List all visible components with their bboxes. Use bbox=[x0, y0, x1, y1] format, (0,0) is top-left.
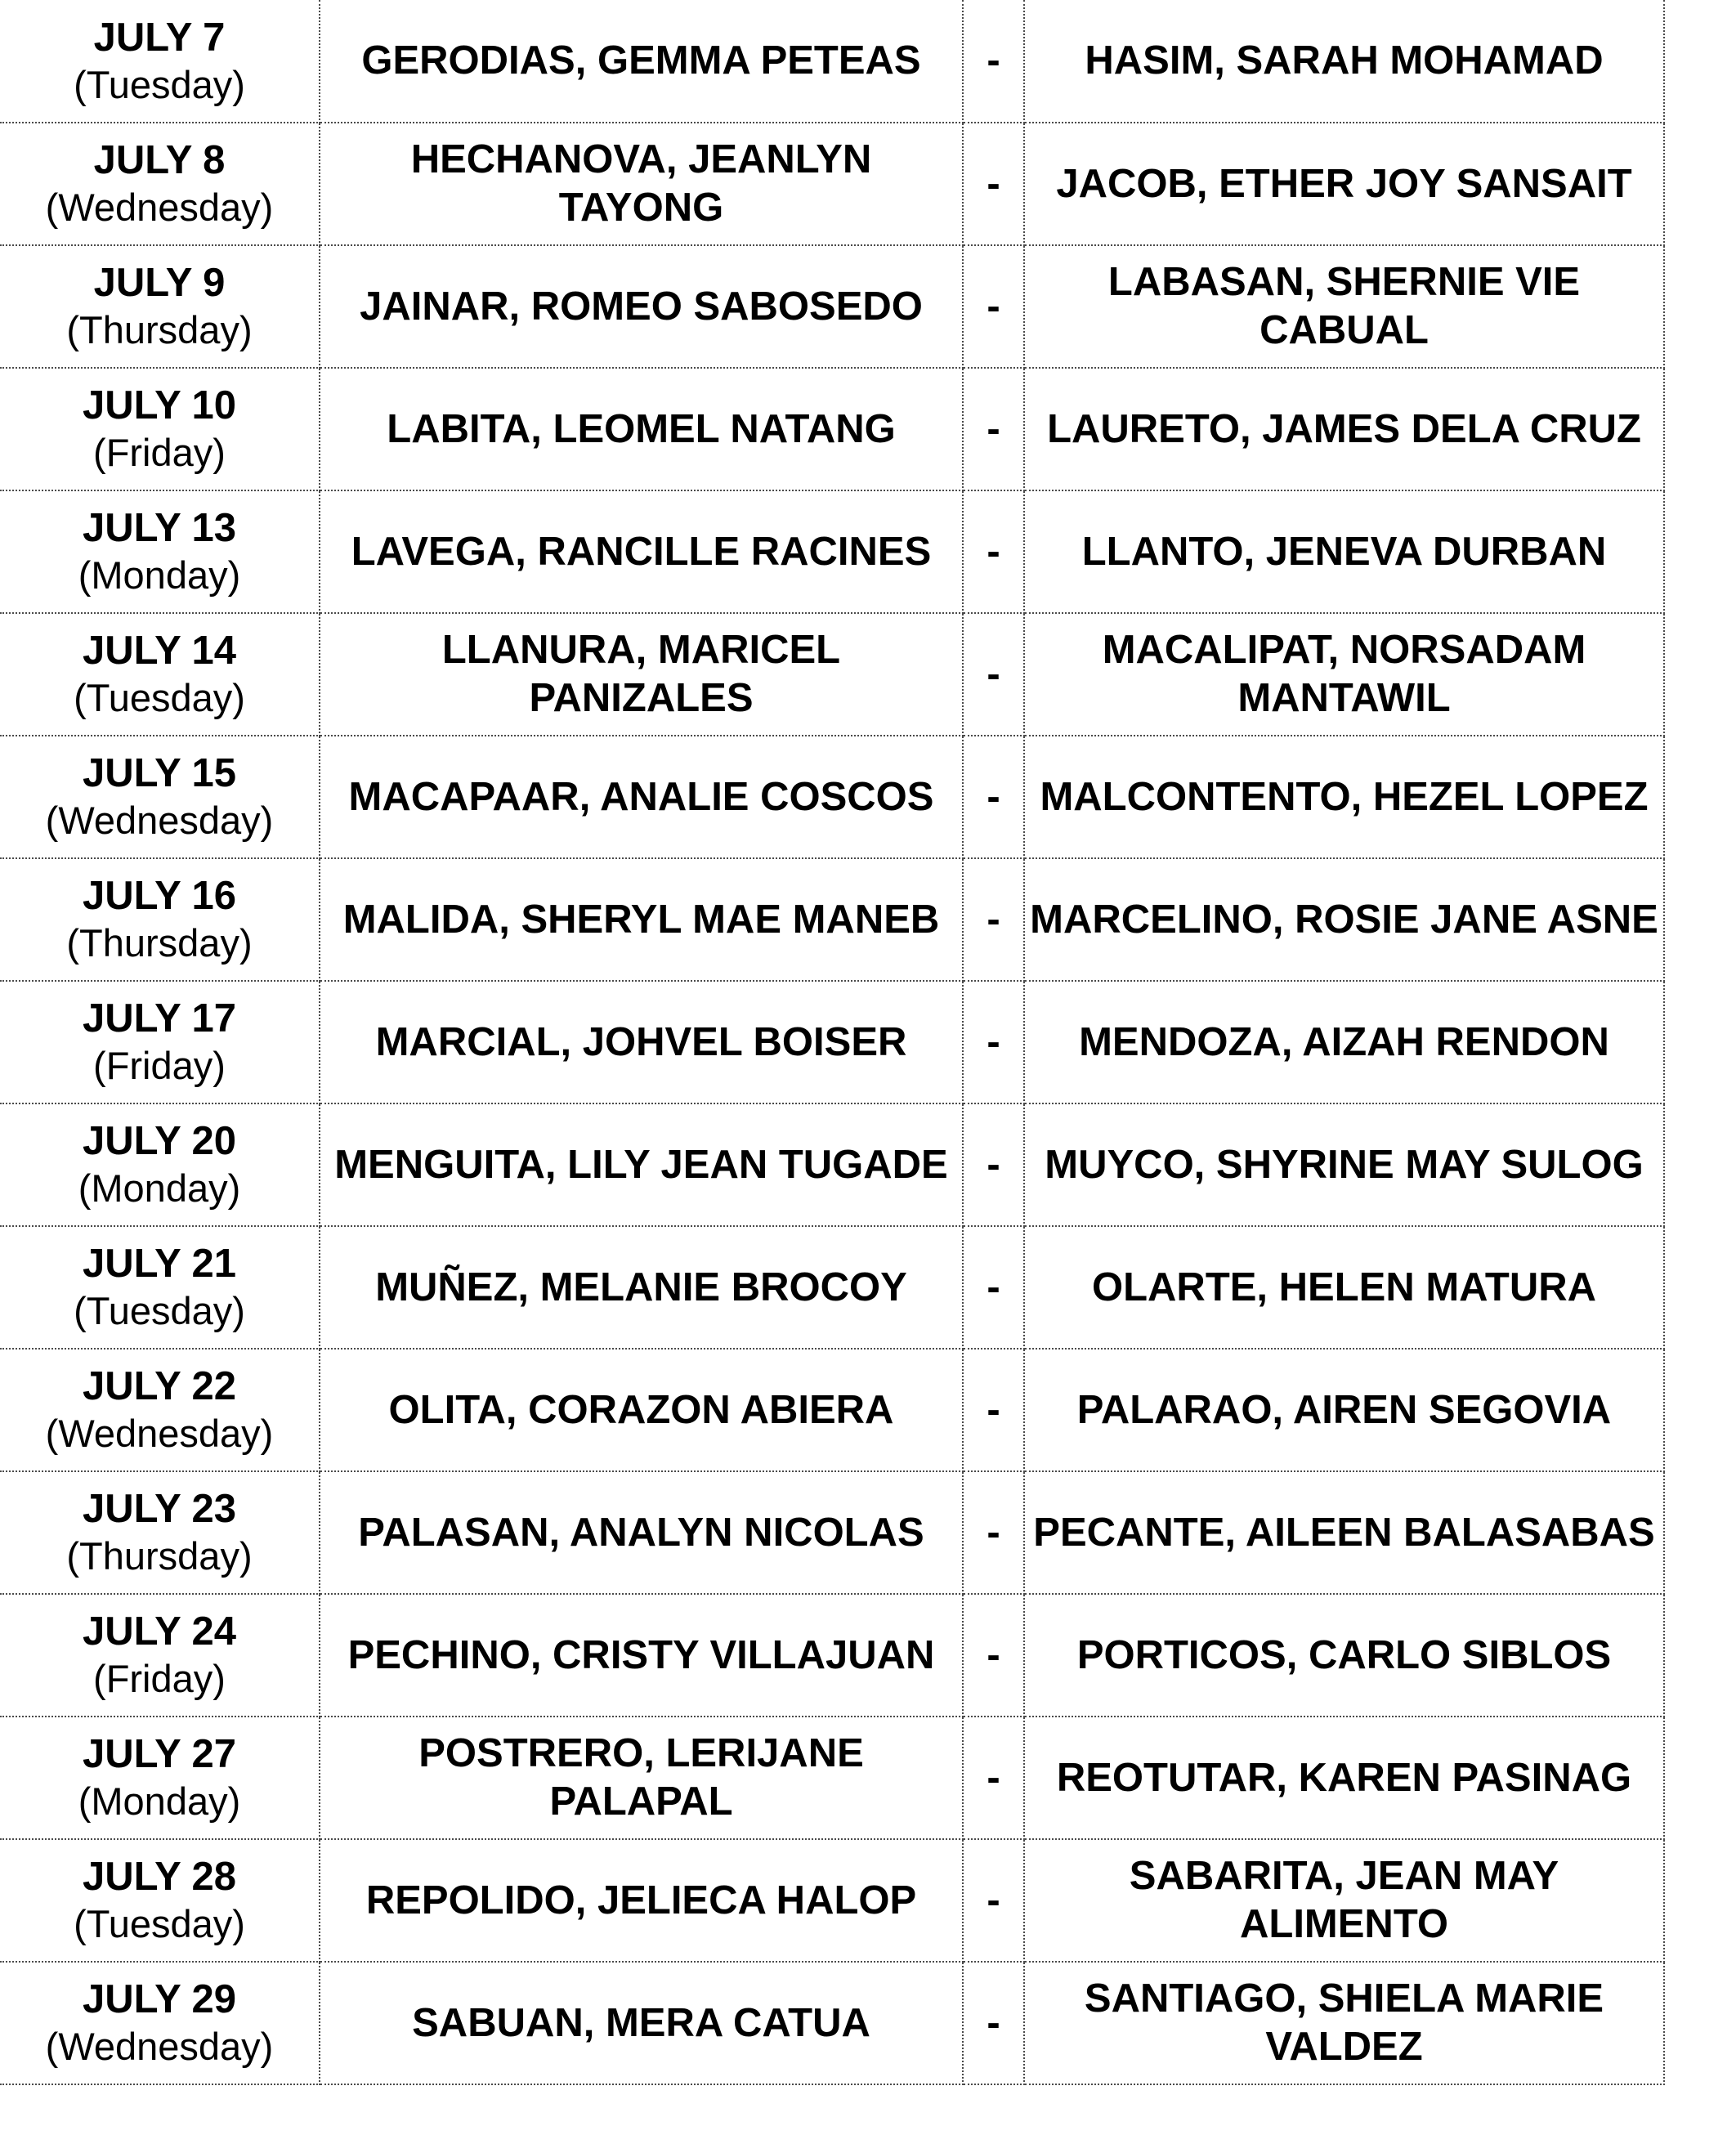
range-end-name: JACOB, ETHER JOY SANSAIT bbox=[1024, 123, 1664, 245]
date-label: JULY 14 bbox=[83, 629, 236, 674]
range-start-name: HECHANOVA, JEANLYN TAYONG bbox=[320, 123, 963, 245]
date-label: JULY 13 bbox=[83, 506, 236, 551]
range-end-name: HASIM, SARAH MOHAMAD bbox=[1024, 0, 1664, 123]
date-cell bbox=[0, 368, 320, 490]
range-separator: - bbox=[963, 0, 1024, 123]
date-label: JULY 20 bbox=[83, 1119, 236, 1164]
range-end-name: LLANTO, JENEVA DURBAN bbox=[1024, 490, 1664, 613]
table-row bbox=[0, 1471, 1664, 1594]
date-cell bbox=[0, 1103, 320, 1226]
range-start-name: OLITA, CORAZON ABIERA bbox=[320, 1349, 963, 1471]
date-label: JULY 17 bbox=[83, 996, 236, 1041]
day-label: (Thursday) bbox=[66, 921, 253, 965]
date-label: JULY 7 bbox=[93, 15, 226, 60]
range-end-name: PALARAO, AIREN SEGOVIA bbox=[1024, 1349, 1664, 1471]
date-cell bbox=[0, 1594, 320, 1717]
table-row bbox=[0, 858, 1664, 981]
date-cell bbox=[0, 1717, 320, 1839]
table-row bbox=[0, 981, 1664, 1103]
range-separator: - bbox=[963, 1594, 1024, 1717]
table-row bbox=[0, 1349, 1664, 1471]
date-cell bbox=[0, 1226, 320, 1349]
range-start-name: PALASAN, ANALYN NICOLAS bbox=[320, 1471, 963, 1594]
range-start-name: MENGUITA, LILY JEAN TUGADE bbox=[320, 1103, 963, 1226]
range-start-name: LAVEGA, RANCILLE RACINES bbox=[320, 490, 963, 613]
date-label: JULY 24 bbox=[83, 1609, 236, 1654]
range-end-name: MALCONTENTO, HEZEL LOPEZ bbox=[1024, 736, 1664, 858]
date-label: JULY 22 bbox=[83, 1364, 236, 1409]
date-cell bbox=[0, 736, 320, 858]
range-end-name: MARCELINO, ROSIE JANE ASNE bbox=[1024, 858, 1664, 981]
date-label: JULY 16 bbox=[83, 874, 236, 919]
table-row bbox=[0, 0, 1664, 123]
range-end-name: SANTIAGO, SHIELA MARIE VALDEZ bbox=[1024, 1962, 1664, 2084]
table-row bbox=[0, 1962, 1664, 2084]
day-label: (Thursday) bbox=[66, 1534, 253, 1578]
date-label: JULY 29 bbox=[83, 1977, 236, 2022]
date-cell bbox=[0, 0, 320, 123]
date-cell bbox=[0, 1839, 320, 1962]
range-start-name: REPOLIDO, JELIECA HALOP bbox=[320, 1839, 963, 1962]
day-label: (Wednesday) bbox=[45, 1412, 274, 1456]
day-label: (Monday) bbox=[78, 553, 241, 598]
day-label: (Wednesday) bbox=[45, 2025, 274, 2069]
range-end-name: LAURETO, JAMES DELA CRUZ bbox=[1024, 368, 1664, 490]
range-start-name: LLANURA, MARICEL PANIZALES bbox=[320, 613, 963, 736]
date-cell bbox=[0, 1471, 320, 1594]
range-start-name: MUÑEZ, MELANIE BROCOY bbox=[320, 1226, 963, 1349]
table-row bbox=[0, 1717, 1664, 1839]
date-cell bbox=[0, 981, 320, 1103]
date-label: JULY 9 bbox=[93, 261, 226, 306]
date-label: JULY 15 bbox=[83, 751, 236, 796]
date-cell bbox=[0, 1962, 320, 2084]
range-start-name: POSTRERO, LERIJANE PALAPAL bbox=[320, 1717, 963, 1839]
day-label: (Friday) bbox=[93, 431, 226, 475]
range-separator: - bbox=[963, 613, 1024, 736]
range-end-name: REOTUTAR, KAREN PASINAG bbox=[1024, 1717, 1664, 1839]
range-separator: - bbox=[963, 1471, 1024, 1594]
range-start-name: MACAPAAR, ANALIE COSCOS bbox=[320, 736, 963, 858]
date-label: JULY 27 bbox=[83, 1732, 236, 1777]
date-cell bbox=[0, 1349, 320, 1471]
day-label: (Tuesday) bbox=[74, 676, 245, 720]
range-start-name: SABUAN, MERA CATUA bbox=[320, 1962, 963, 2084]
range-separator: - bbox=[963, 1226, 1024, 1349]
table-row bbox=[0, 368, 1664, 490]
range-start-name: GERODIAS, GEMMA PETEAS bbox=[320, 0, 963, 123]
date-label: JULY 8 bbox=[93, 138, 226, 183]
table-row bbox=[0, 1594, 1664, 1717]
day-label: (Thursday) bbox=[66, 308, 253, 352]
day-label: (Tuesday) bbox=[74, 1289, 245, 1333]
date-label: JULY 10 bbox=[83, 383, 236, 428]
range-separator: - bbox=[963, 245, 1024, 368]
range-start-name: LABITA, LEOMEL NATANG bbox=[320, 368, 963, 490]
range-end-name: PECANTE, AILEEN BALASABAS bbox=[1024, 1471, 1664, 1594]
range-end-name: OLARTE, HELEN MATURA bbox=[1024, 1226, 1664, 1349]
range-separator: - bbox=[963, 858, 1024, 981]
date-label: JULY 21 bbox=[83, 1242, 236, 1287]
range-end-name: PORTICOS, CARLO SIBLOS bbox=[1024, 1594, 1664, 1717]
range-separator: - bbox=[963, 123, 1024, 245]
range-end-name: LABASAN, SHERNIE VIE CABUAL bbox=[1024, 245, 1664, 368]
range-separator: - bbox=[963, 1103, 1024, 1226]
range-end-name: MENDOZA, AIZAH RENDON bbox=[1024, 981, 1664, 1103]
table-row bbox=[0, 490, 1664, 613]
range-start-name: MALIDA, SHERYL MAE MANEB bbox=[320, 858, 963, 981]
table-row bbox=[0, 613, 1664, 736]
date-cell bbox=[0, 123, 320, 245]
table-row bbox=[0, 1226, 1664, 1349]
range-end-name: SABARITA, JEAN MAY ALIMENTO bbox=[1024, 1839, 1664, 1962]
table-row bbox=[0, 123, 1664, 245]
range-start-name: JAINAR, ROMEO SABOSEDO bbox=[320, 245, 963, 368]
day-label: (Monday) bbox=[78, 1166, 241, 1211]
day-label: (Tuesday) bbox=[74, 1902, 245, 1946]
table-row bbox=[0, 245, 1664, 368]
range-separator: - bbox=[963, 736, 1024, 858]
table-row bbox=[0, 736, 1664, 858]
range-separator: - bbox=[963, 981, 1024, 1103]
range-separator: - bbox=[963, 490, 1024, 613]
range-end-name: MUYCO, SHYRINE MAY SULOG bbox=[1024, 1103, 1664, 1226]
day-label: (Wednesday) bbox=[45, 186, 274, 230]
day-label: (Friday) bbox=[93, 1657, 226, 1701]
range-start-name: PECHINO, CRISTY VILLAJUAN bbox=[320, 1594, 963, 1717]
range-start-name: MARCIAL, JOHVEL BOISER bbox=[320, 981, 963, 1103]
date-label: JULY 28 bbox=[83, 1855, 236, 1900]
day-label: (Friday) bbox=[93, 1044, 226, 1088]
day-label: (Monday) bbox=[78, 1779, 241, 1824]
date-cell bbox=[0, 490, 320, 613]
range-separator: - bbox=[963, 1839, 1024, 1962]
day-label: (Tuesday) bbox=[74, 62, 245, 106]
range-separator: - bbox=[963, 1962, 1024, 2084]
range-separator: - bbox=[963, 1349, 1024, 1471]
table-row bbox=[0, 1103, 1664, 1226]
range-end-name: MACALIPAT, NORSADAM MANTAWIL bbox=[1024, 613, 1664, 736]
day-label: (Wednesday) bbox=[45, 799, 274, 843]
date-label: JULY 23 bbox=[83, 1487, 236, 1532]
date-cell bbox=[0, 858, 320, 981]
table-row bbox=[0, 1839, 1664, 1962]
date-cell bbox=[0, 245, 320, 368]
range-separator: - bbox=[963, 1717, 1024, 1839]
range-separator: - bbox=[963, 368, 1024, 490]
date-cell bbox=[0, 613, 320, 736]
